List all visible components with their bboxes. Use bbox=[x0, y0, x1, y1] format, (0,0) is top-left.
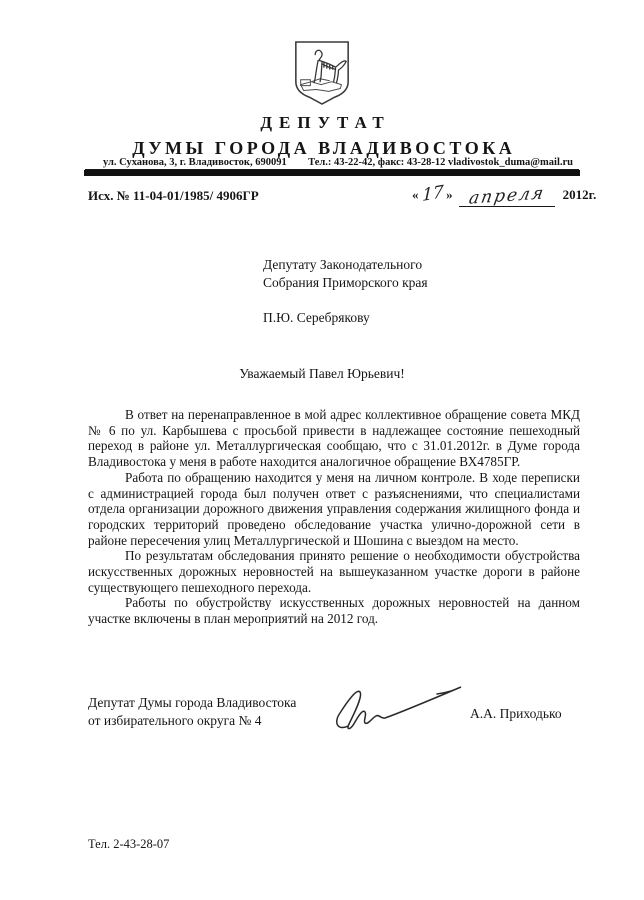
header-address-row bbox=[85, 157, 579, 170]
handwritten-date-month: апреля bbox=[466, 183, 547, 209]
date-month-underline bbox=[459, 183, 555, 209]
recipient-line2: Собрания Приморского края bbox=[263, 275, 428, 290]
body-paragraph-2: Работа по обращению находится у меня на личном контроле. В ходе переписки с администрацией города был получен ответ с разъяснениями, что специалистами отдела организации дорожного движения управления содержания жилищного фонда и городских территорий проведено обследование участка улично-дорожной сети в районе пересечения улиц Металлургической и Шошина с выездом на место. bbox=[88, 469, 580, 548]
header-divider-rule bbox=[84, 170, 580, 176]
recipient-block bbox=[263, 256, 428, 327]
date-line bbox=[412, 181, 607, 209]
outgoing-reference-number: Исх. № 11-04-01/1985/ 4906ГР bbox=[88, 188, 259, 203]
header-title-deputy: ДЕПУТАТ bbox=[260, 113, 391, 132]
recipient-line1: Депутату Законодательного bbox=[263, 257, 423, 272]
salutation: Уважаемый Павел Юрьевич! bbox=[239, 366, 405, 381]
header-address: ул. Суханова, 3, г. Владивосток, 690091 bbox=[103, 157, 287, 168]
body-paragraph-1: В ответ на перенаправленное в мой адрес коллективное обращение совета МКД № 6 по ул. Карбышева с просьбой привести в надлежащее состояние пешеходный переход в районе ул. Металлургическая сообщаю, что с 31.01.2012г. в Думе города Владивостока у меня в работе находится аналогичное обращение ВХ4785ГР. bbox=[88, 407, 580, 470]
header-contacts: Тел.: 43-22-42, факс: 43-28-12 vladivostok_duma@mail.ru bbox=[308, 157, 573, 168]
handwritten-date-day: 17 bbox=[421, 181, 444, 207]
signer-position-line2: от избирательного округа № 4 bbox=[88, 713, 262, 728]
body-paragraph-4: Работы по обустройству искусственных дорожных неровностей на данном участке включены в план мероприятий на 2012 год. bbox=[88, 595, 580, 627]
recipient-name: П.Ю. Серебрякову bbox=[263, 310, 370, 325]
date-close-quote: » bbox=[446, 187, 453, 202]
signer-name: А.А. Приходько bbox=[470, 706, 562, 721]
body-paragraph-3: По результатам обследования принято решение о необходимости обустройства искусственных дорожных неровностей на вышеуказанном участке дороги в районе существующего пешеходного перехода. bbox=[88, 548, 580, 595]
signer-position-line1: Депутат Думы города Владивостока bbox=[88, 695, 297, 710]
date-year: 2012г. bbox=[562, 187, 597, 202]
signer-position-block bbox=[88, 694, 296, 730]
handwritten-signature bbox=[332, 676, 467, 741]
vladivostok-coat-of-arms-icon bbox=[291, 38, 353, 113]
letter-body bbox=[88, 407, 580, 627]
footer-phone: Тел. 2-43-28-07 bbox=[88, 837, 170, 851]
date-open-quote: « bbox=[412, 187, 419, 202]
header-title-duma: ДУМЫ ГОРОДА ВЛАДИВОСТОКА bbox=[132, 138, 516, 158]
